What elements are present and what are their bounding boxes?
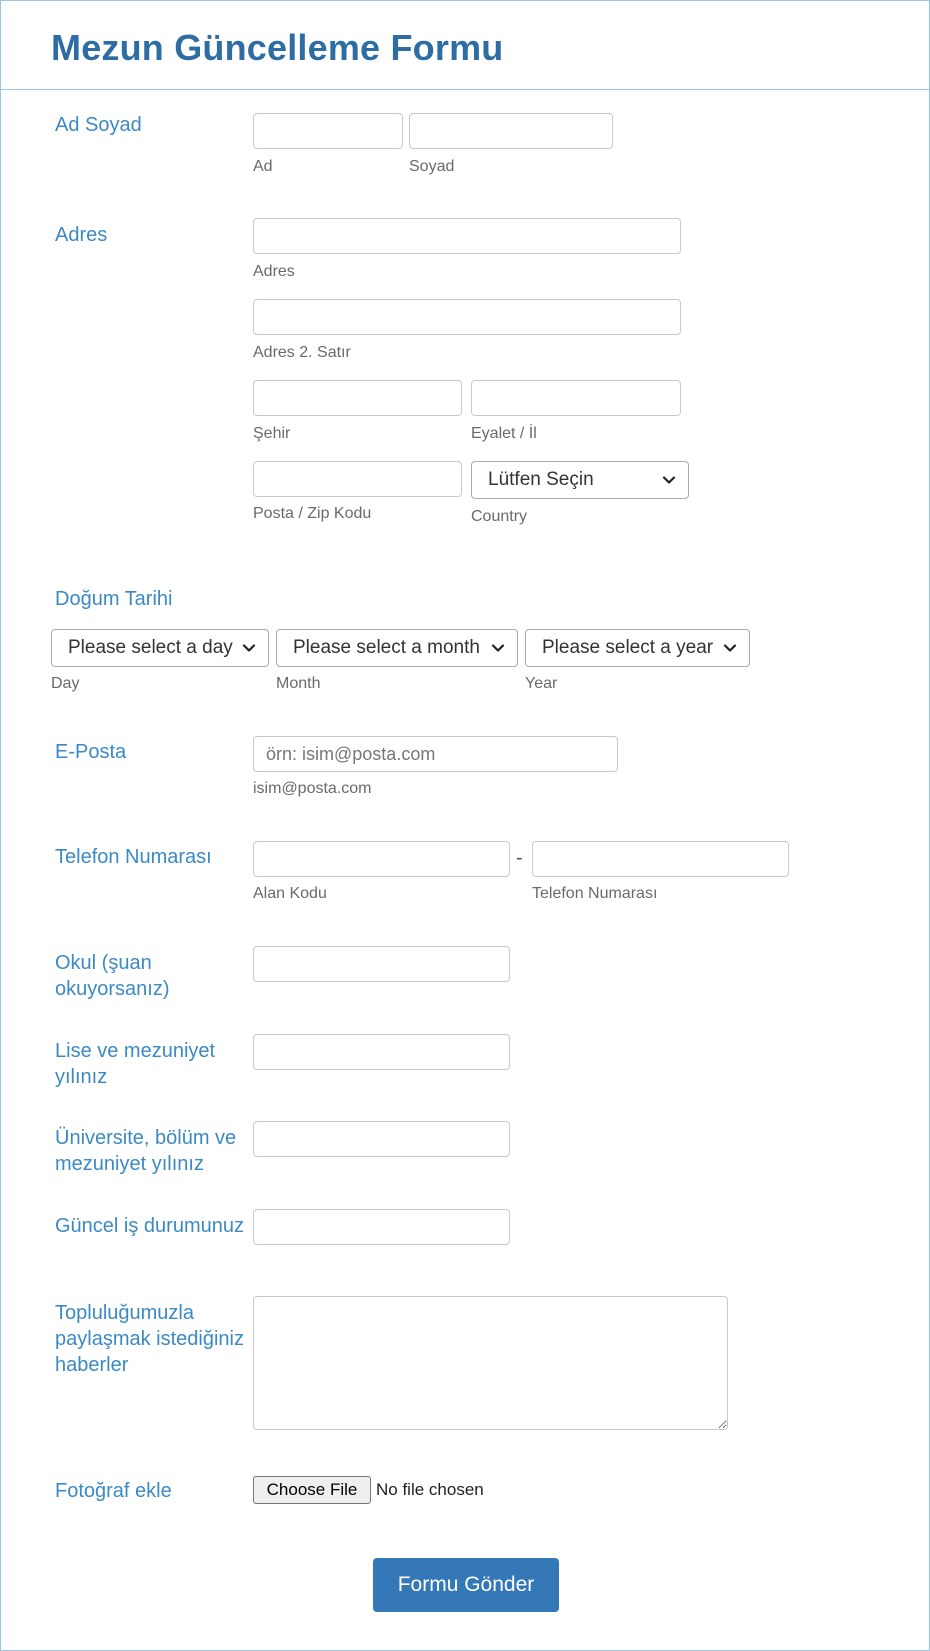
birth-day-sublabel: Day — [51, 675, 80, 692]
zip-sublabel: Posta / Zip Kodu — [253, 505, 372, 522]
birth-month-value: Please select a month — [293, 637, 480, 658]
birth-date-label: Doğum Tarihi — [55, 588, 173, 610]
news-textarea[interactable] — [253, 1296, 728, 1430]
email-input[interactable] — [253, 736, 618, 772]
file-status-text: No file chosen — [376, 1480, 484, 1499]
birth-month-sublabel: Month — [276, 675, 321, 692]
birth-day-value: Please select a day — [68, 637, 233, 658]
birth-month-select[interactable] — [276, 629, 518, 667]
email-sublabel: isim@posta.com — [253, 780, 372, 797]
country-sublabel: Country — [471, 508, 528, 525]
city-sublabel: Şehir — [253, 425, 291, 442]
chevron-down-icon — [662, 473, 676, 487]
form-title: Mezun Güncelleme Formu — [51, 27, 504, 68]
zip-input[interactable] — [253, 461, 462, 497]
form-header — [1, 1, 929, 90]
first-name-input[interactable] — [253, 113, 403, 149]
birth-day-select[interactable] — [51, 629, 269, 667]
chevron-down-icon — [491, 641, 505, 655]
high-school-input[interactable] — [253, 1034, 510, 1070]
chevron-down-icon — [723, 641, 737, 655]
birth-year-sublabel: Year — [525, 675, 558, 692]
submit-button[interactable]: Formu Gönder — [373, 1558, 559, 1612]
birth-year-select[interactable] — [525, 629, 750, 667]
phone-separator: - — [516, 847, 523, 869]
phone-number-sublabel: Telefon Numarası — [532, 885, 658, 902]
job-input[interactable] — [253, 1209, 510, 1245]
address-line1-input[interactable] — [253, 218, 681, 254]
university-label: Üniversite, bölüm ve mezuniyet yılınız — [55, 1127, 237, 1175]
school-input[interactable] — [253, 946, 510, 982]
first-name-sublabel: Ad — [253, 158, 273, 175]
address-line2-input[interactable] — [253, 299, 681, 335]
email-label: E-Posta — [55, 741, 127, 763]
choose-file-button[interactable]: Choose File — [253, 1476, 371, 1504]
phone-number-input[interactable] — [532, 841, 789, 877]
university-input[interactable] — [253, 1121, 510, 1157]
job-label: Güncel iş durumunuz — [55, 1215, 244, 1237]
city-input[interactable] — [253, 380, 462, 416]
high-school-label: Lise ve mezuniyet yılınız — [55, 1040, 216, 1088]
state-input[interactable] — [471, 380, 681, 416]
birth-year-value: Please select a year — [542, 637, 714, 658]
last-name-sublabel: Soyad — [409, 158, 455, 175]
name-label: Ad Soyad — [55, 114, 142, 136]
photo-label: Fotoğraf ekle — [55, 1480, 172, 1502]
news-label: Topluluğumuzla paylaşmak istediğiniz haberler — [55, 1302, 244, 1376]
phone-area-code-input[interactable] — [253, 841, 510, 877]
last-name-input[interactable] — [409, 113, 613, 149]
phone-label: Telefon Numarası — [55, 846, 212, 868]
country-select[interactable] — [471, 461, 689, 499]
country-select-value: Lütfen Seçin — [488, 469, 594, 490]
chevron-down-icon — [242, 641, 256, 655]
state-sublabel: Eyalet / İl — [471, 425, 537, 442]
address-line1-sublabel: Adres — [253, 263, 295, 280]
address-line2-sublabel: Adres 2. Satır — [253, 344, 351, 361]
address-label: Adres — [55, 224, 108, 246]
phone-area-code-sublabel: Alan Kodu — [253, 885, 327, 902]
school-label: Okul (şuan okuyorsanız) — [55, 952, 170, 1000]
